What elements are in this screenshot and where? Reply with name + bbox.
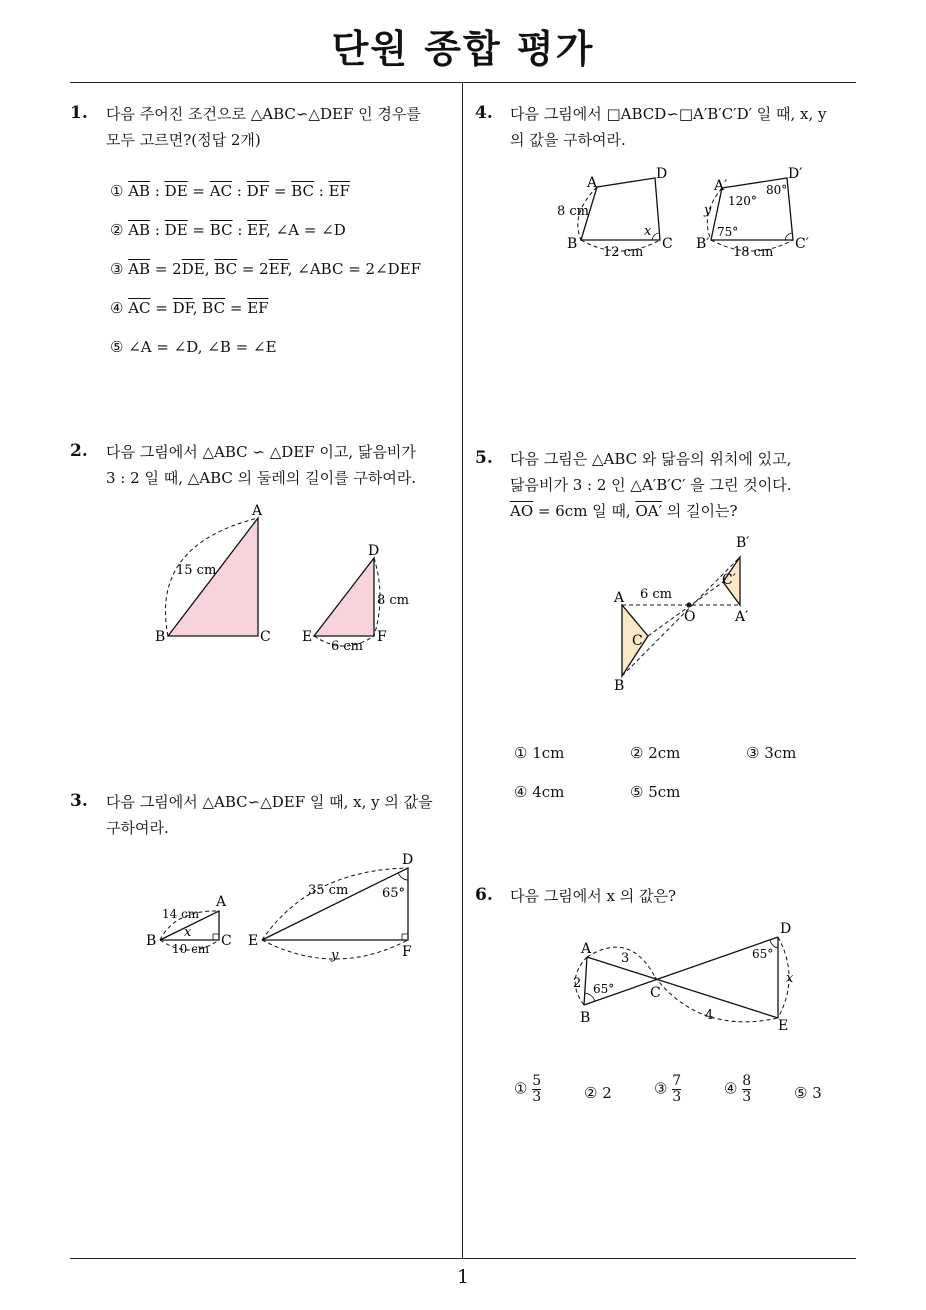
q4-label-b: B [567, 236, 578, 252]
q5-label-a: A [614, 590, 625, 606]
q1-line2: 모두 고르면?(정답 2개) [106, 131, 261, 149]
q4-label-b2c2: 18 cm [733, 245, 774, 260]
q4-label-b2: B′ [696, 236, 710, 252]
q6-label-d: D [780, 921, 792, 937]
q6-line1: 다음 그림에서 x 의 값은? [510, 887, 676, 905]
q6-label-angle-d: 65° [752, 947, 774, 961]
q4-label-d: D [656, 166, 668, 182]
q3-line1: 다음 그림에서 △ABC∽△DEF 일 때, x, y 의 값을 [106, 793, 433, 811]
fraction-numerator: 5 [532, 1073, 542, 1089]
q4-label-a120: 120° [728, 194, 757, 208]
q6-option-1[interactable] [514, 1074, 541, 1105]
q6-dashed-ce [655, 977, 778, 1022]
q5-option-4[interactable]: ④ 4cm [514, 783, 565, 801]
q2-label-f: F [377, 629, 387, 645]
q3-label-e: E [248, 933, 259, 949]
q3-label-angle: 65° [382, 886, 406, 901]
q4-number: 4. [475, 103, 493, 123]
q6-label-b: B [580, 1010, 591, 1026]
q4-label-c: C [662, 236, 673, 252]
q6-number: 6. [475, 885, 493, 905]
q6-label-ab: 2 [573, 976, 582, 991]
q6-option-2-value: 2 [602, 1084, 612, 1102]
q2-label-df: 8 cm [377, 593, 410, 608]
page-title: 단원 종합 평가 [331, 27, 595, 71]
q2-label-b: B [155, 629, 166, 645]
q5-label-c: C [632, 633, 643, 649]
q4-label-a2: A′ [714, 178, 728, 194]
q6-option-4-mark: ④ [724, 1079, 738, 1098]
q4-label-c2: C′ [795, 236, 809, 252]
q5-option-2[interactable]: ② 2cm [630, 744, 681, 762]
q5-option-1[interactable]: ① 1cm [514, 744, 565, 762]
q1-number: 1. [70, 103, 88, 123]
q5-label-ao: 6 cm [640, 587, 673, 602]
q3-label-c: C [221, 933, 232, 949]
q4-label-ab: 8 cm [557, 204, 590, 219]
q5-option-3[interactable]: ③ 3cm [746, 744, 797, 762]
q4-label-bc: 12 cm [603, 245, 644, 260]
q4-label-a: A [587, 175, 598, 191]
q2-label-ef: 6 cm [331, 639, 364, 654]
q1-option-1[interactable]: ① $\overline{AB}$ : $\overline{DE} = \overline{AC}$ : $\overline{DF} = \overline{BC}$ : $\overline{EF}$ [110, 182, 350, 200]
q6-label-ce: 4 [705, 1008, 714, 1023]
q3-label-b: B [146, 933, 157, 949]
q4-label-d2: D′ [788, 166, 803, 182]
q1-option-4[interactable]: ④ $\overline{AC} = \overline{DF}$, $\overline{BC} = \overline{EF}$ [110, 299, 269, 317]
q5-line1: 다음 그림은 △ABC 와 닮음의 위치에 있고, [510, 450, 792, 468]
q1-line1: 다음 주어진 조건으로 △ABC∽△DEF 인 경우를 [106, 105, 421, 123]
q4-label-a80: 80° [766, 183, 788, 197]
q3-label-de: 35 cm [308, 883, 349, 898]
q5-label-a2: A′ [735, 609, 749, 625]
q6-line-ae [587, 957, 778, 1018]
q4-label-x: x [644, 224, 652, 239]
q5-label-o: O [684, 609, 696, 625]
q3-label-bc: 10 cm [172, 942, 210, 956]
q3-label-y: y [331, 948, 339, 963]
q3-label-a: A [216, 894, 227, 910]
q6-option-3[interactable] [654, 1074, 681, 1105]
q2-label-c: C [260, 629, 271, 645]
q4-line2: 의 값을 구하여라. [510, 131, 626, 149]
fraction-denominator: 3 [532, 1089, 542, 1105]
q1-option-3[interactable]: ③ $\overline{AB} = 2\overline{DE}$, $\overline{BC} = 2\overline{EF}$, ∠ABC = 2∠DEF [110, 260, 422, 278]
q5-label-c2: C′ [722, 572, 736, 588]
fraction-denominator: 3 [742, 1089, 752, 1105]
q6-label-ac: 3 [621, 951, 630, 966]
q4-label-a75: 75° [717, 225, 739, 239]
q6-line-ab [584, 957, 587, 1005]
q4-line1: 다음 그림에서 □ABCD∽□A′B′C′D′ 일 때, x, y [510, 105, 827, 123]
q6-option-3-fraction [672, 1074, 681, 1105]
q2-label-e: E [302, 629, 313, 645]
q6-label-angle-b: 65° [593, 982, 615, 996]
q3-label-d: D [402, 852, 414, 868]
page-number: 1 [456, 1266, 470, 1288]
q6-option-5-mark: ⑤ [794, 1084, 808, 1102]
q3-label-x: x [184, 925, 192, 940]
q2-line1: 다음 그림에서 △ABC ∽ △DEF 이고, 닮음비가 [106, 443, 416, 461]
q6-option-4-fraction [742, 1074, 751, 1105]
q6-label-a: A [581, 941, 592, 957]
q6-label-c: C [650, 985, 661, 1001]
q2-number: 2. [70, 441, 88, 461]
q6-option-1-fraction [532, 1074, 541, 1105]
q3-label-ab: 14 cm [162, 907, 200, 921]
q3-line2: 구하여라. [106, 819, 169, 837]
q6-option-1-mark: ① [514, 1079, 528, 1098]
q6-label-e: E [778, 1018, 789, 1034]
fraction-numerator: 7 [672, 1073, 682, 1089]
q5-label-b2: B′ [736, 535, 750, 551]
q3-label-f: F [402, 944, 412, 960]
q2-line2: 3 : 2 일 때, △ABC 의 둘레의 길이를 구하여라. [106, 469, 417, 487]
q6-label-x: x [786, 971, 794, 986]
q3-number: 3. [70, 791, 88, 811]
q2-label-d: D [368, 543, 380, 559]
q6-option-3-mark: ③ [654, 1079, 668, 1098]
q1-option-5[interactable]: ⑤ ∠A = ∠D, ∠B = ∠E [110, 338, 277, 356]
q5-option-5[interactable]: ⑤ 5cm [630, 783, 681, 801]
fraction-numerator: 8 [742, 1073, 752, 1089]
q6-option-5[interactable] [794, 1084, 822, 1102]
q1-option-2[interactable]: ② $\overline{AB}$ : $\overline{DE} = \overline{BC}$ : $\overline{EF}$, ∠A = ∠D [110, 221, 346, 239]
q5-number: 5. [475, 448, 493, 468]
q6-option-2-mark: ② [584, 1084, 598, 1102]
q2-label-ab: 15 cm [176, 563, 217, 578]
q5-line2: 닮음비가 3 : 2 인 △A′B′C′ 을 그린 것이다. [510, 476, 792, 494]
q6-option-5-value: 3 [812, 1084, 822, 1102]
fraction-denominator: 3 [672, 1089, 682, 1105]
q6-option-4[interactable] [724, 1074, 751, 1105]
q4-label-y: y [704, 203, 712, 218]
q2-label-a: A [252, 503, 263, 519]
q6-option-2[interactable] [584, 1084, 612, 1102]
q5-label-b: B [614, 678, 625, 694]
q5-line3: $\overline{AO} = 6cm$ 일 때, OA′ 의 길이는? [510, 502, 738, 520]
